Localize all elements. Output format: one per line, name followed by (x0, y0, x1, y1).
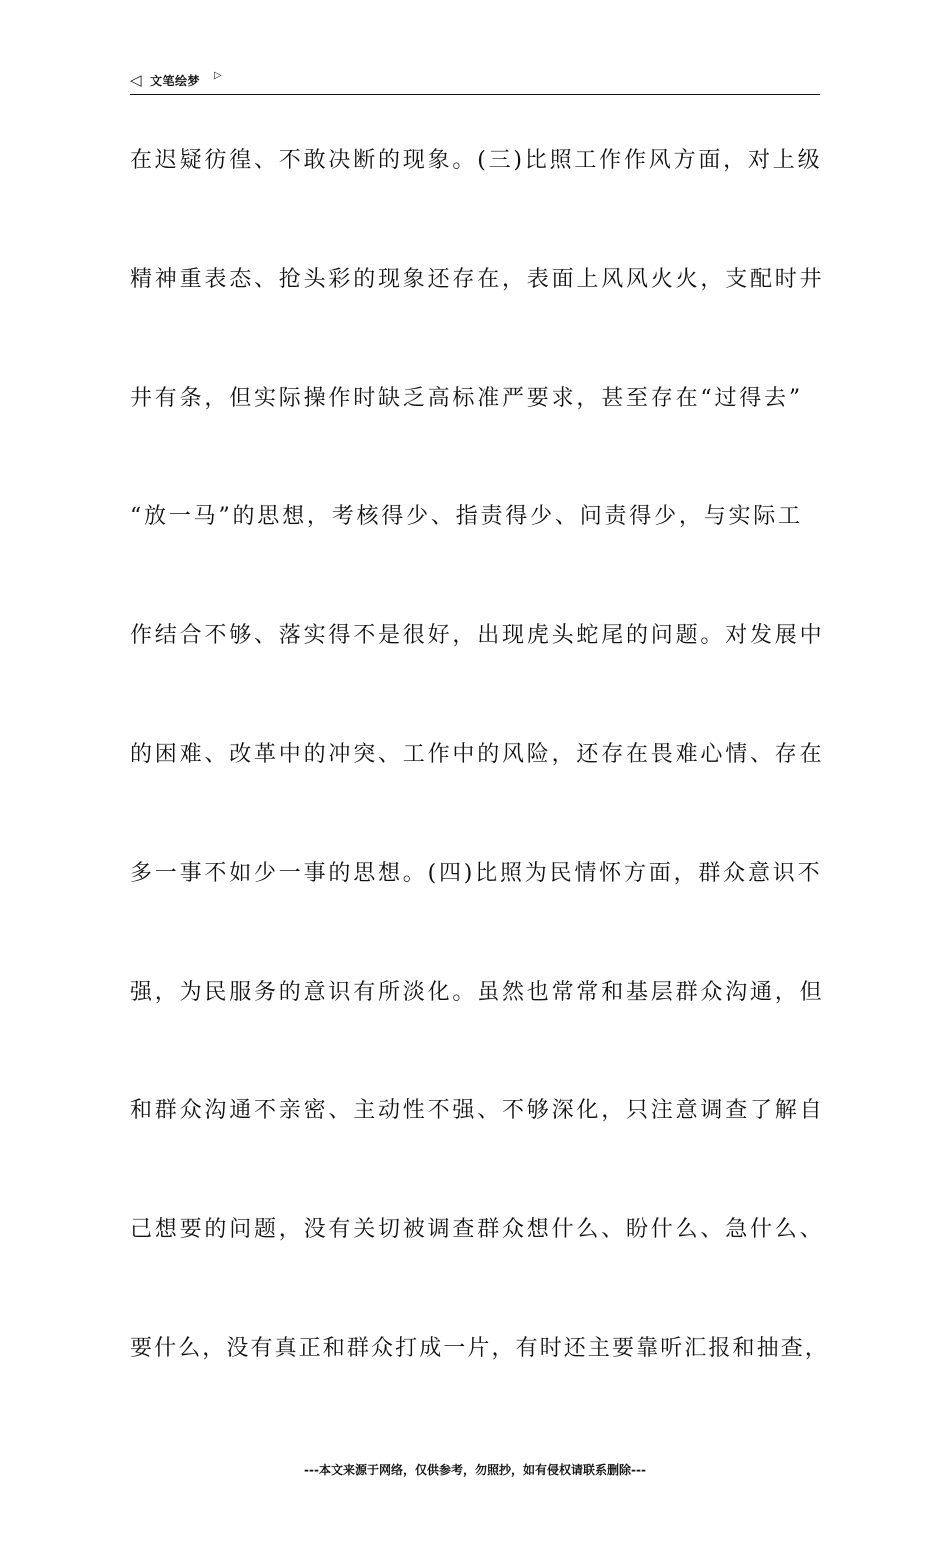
text-line: 己想要的问题，没有关切被调查群众想什么、盼什么、急什么、 (130, 1217, 825, 1243)
text-line: “放一马”的思想，考核得少、指责得少、问责得少，与实际工 (130, 504, 803, 530)
header-title: 文笔绘梦 (150, 74, 201, 88)
text-line: 井有条，但实际操作时缺乏高标准严要求，甚至存在“过得去” (130, 385, 803, 411)
text-line: 作结合不够、落实得不是很好，出现虎头蛇尾的问题。对发展中 (130, 623, 825, 649)
text-line: 要什么，没有真正和群众打成一片，有时还主要靠听汇报和抽查， (130, 1335, 829, 1361)
text-line: 精神重表态、抢头彩的现象还存在，表面上风风火火，支配时井 (130, 266, 825, 292)
page-footer-disclaimer: ---本文来源于网络，仅供参考，勿照抄，如有侵权请联系删除--- (304, 1463, 646, 1477)
text-line: 和群众沟通不亲密、主动性不强、不够深化，只注意调查了解自 (130, 1098, 825, 1124)
text-line: 在迟疑彷徨、不敢决断的现象。(三)比照工作作风方面，对上级 (130, 148, 823, 173)
text-line: 多一事不如少一事的思想。(四)比照为民情怀方面，群众意识不 (130, 860, 823, 886)
text-line: 强，为民服务的意识有所淡化。虽然也常常和基层群众沟通，但 (130, 979, 825, 1005)
triangle-right-icon: ▷ (214, 70, 222, 81)
triangle-left-icon: ◁ (130, 71, 142, 89)
page-header (130, 70, 820, 95)
document-body (130, 142, 829, 1449)
text-line: 的困难、改革中的冲突、工作中的风险，还存在畏难心情、存在 (130, 741, 825, 767)
